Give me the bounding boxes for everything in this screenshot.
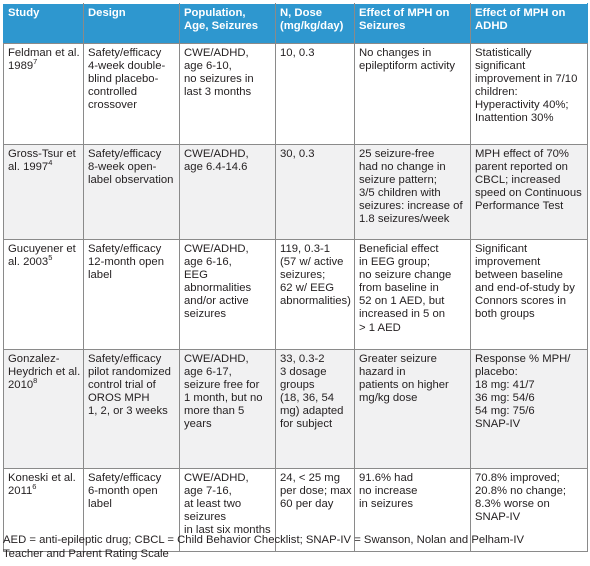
cell-text-line: epileptiform activity [359, 60, 456, 73]
header-row [4, 4, 588, 44]
cell-effect-seizures [355, 350, 471, 469]
cell-text-line: increased in 5 on [359, 308, 446, 321]
study-name-line: Gross-Tsur et [8, 148, 76, 160]
cell-text-line: age 6.4-14.6 [184, 161, 248, 174]
cell-text-line: significant [475, 60, 526, 73]
cell-text-line: OROS MPH [88, 392, 150, 405]
cell-population [180, 145, 276, 240]
study-name-line: al. 2003$^5$ [8, 253, 53, 269]
cell-text-line: 3 dosage [280, 366, 327, 379]
cell-text-line: 33, 0.3-2 [280, 353, 325, 365]
study-name-line: 2010$^8$ [8, 376, 38, 392]
cell-text-line: 8-week open- [88, 161, 157, 174]
cell-text-line: 119, 0.3-1 [280, 243, 331, 255]
cell-text-line: in last six months [184, 524, 271, 537]
cell-text-line: CWE/ADHD, [184, 353, 249, 365]
cell-text-line: from baseline in [359, 282, 439, 295]
cell-text-line: 6-month open [88, 485, 158, 498]
cell-design [84, 240, 180, 350]
cell-text-line: SNAP-IV [475, 418, 521, 431]
cell-effect-adhd [471, 145, 588, 240]
cell-text-line: 12-month open [88, 256, 164, 269]
reference-number: 4 [48, 158, 53, 168]
cell-text-line: years [184, 418, 212, 431]
cell-text-line: MPH effect of 70% [475, 148, 569, 160]
header-effect-seizures: Effect of MPH on Seizures [355, 4, 471, 44]
cell-effect-adhd [471, 240, 588, 350]
cell-study [4, 44, 84, 145]
cell-text-line: 18 mg: 41/7 [475, 379, 535, 392]
cell-text-line: seizures [184, 308, 227, 321]
studies-table [3, 3, 588, 552]
cell-text-line: per dose; max [280, 485, 352, 498]
cell-text-line: 24, < 25 mg [280, 472, 340, 484]
cell-design [84, 145, 180, 240]
cell-text-line: (57 w/ active [280, 256, 344, 269]
table-footnote [3, 533, 587, 561]
study-name-line: Heydrich et al. [8, 366, 81, 379]
cell-text-line: improvement [475, 256, 541, 269]
cell-text-line: 1, 2, or 3 weeks [88, 405, 168, 418]
cell-design [84, 44, 180, 145]
cell-text-line: controlled [88, 86, 137, 99]
cell-text-line: label [88, 498, 112, 511]
header-design: Design [84, 4, 180, 44]
cell-text-line: 91.6% had [359, 472, 414, 484]
cell-text-line: Safety/efficacy [88, 472, 162, 484]
cell-text-line: at least two [184, 498, 242, 511]
cell-text-line: EEG [184, 269, 208, 282]
cell-effect-adhd [471, 350, 588, 469]
cell-population [180, 44, 276, 145]
cell-text-line: label [88, 269, 112, 282]
cell-text-line: both groups [475, 308, 535, 321]
cell-text-line: Safety/efficacy [88, 148, 162, 160]
cell-text-line: 30, 0.3 [280, 148, 315, 160]
reference-number: 7 [33, 57, 38, 67]
cell-study [4, 240, 84, 350]
cell-text-line: 20.8% no change; [475, 485, 567, 498]
cell-text-line: mg) adapted [280, 405, 344, 418]
cell-text-line: placebo: [475, 366, 518, 379]
cell-text-line: 54 mg: 75/6 [475, 405, 535, 418]
cell-text-line: 25 seizure-free [359, 148, 435, 160]
study-name-line: 2011$^6$ [8, 482, 37, 498]
study-name-line: Gucuyener et [8, 243, 76, 255]
cell-text-line: for subject [280, 418, 333, 431]
cell-text-line: age 7-16, [184, 485, 232, 498]
cell-text-line: control trial of [88, 379, 156, 392]
header-dose: N, Dose (mg/kg/day) [276, 4, 355, 44]
cell-text-line: seizure free for [184, 379, 260, 392]
cell-text-line: (18, 36, 54 [280, 392, 335, 405]
cell-text-line: seizures [184, 511, 227, 524]
cell-text-line: 3/5 children with [359, 187, 441, 200]
cell-text-line: blind placebo- [88, 73, 159, 86]
cell-effect-seizures [355, 240, 471, 350]
cell-text-line: seizure pattern; [359, 174, 437, 187]
cell-text-line: no seizure change [359, 269, 452, 282]
cell-text-line: 10, 0.3 [280, 47, 315, 59]
study-name-line: Feldman et al. [8, 47, 80, 59]
cell-text-line: Inattention 30% [475, 112, 554, 125]
cell-text-line: age 6-10, [184, 60, 232, 73]
cell-text-line: between baseline [475, 269, 563, 282]
cell-text-line: Greater seizure [359, 353, 437, 365]
cell-text-line: age 6-16, [184, 256, 232, 269]
cell-text-line: crossover [88, 99, 137, 112]
cell-text-line: label observation [88, 174, 174, 187]
cell-text-line: improvement in 7/10 [475, 73, 578, 86]
cell-text-line: CWE/ADHD, [184, 47, 249, 59]
cell-text-line: Significant [475, 243, 528, 255]
reference-number: 5 [48, 253, 53, 263]
table-row [4, 145, 588, 240]
table-row [4, 240, 588, 350]
cell-text-line: 60 per day [280, 498, 334, 511]
header-study: Study [4, 4, 84, 44]
reference-number: 6 [32, 482, 37, 492]
cell-effect-adhd [471, 44, 588, 145]
cell-text-line: and end-of-study by [475, 282, 575, 295]
cell-text-line: Safety/efficacy [88, 47, 162, 59]
cell-text-line: CWE/ADHD, [184, 148, 249, 160]
cell-text-line: 1 month, but no [184, 392, 263, 405]
cell-text-line: 4-week double- [88, 60, 166, 73]
cell-text-line: Beneficial effect [359, 243, 439, 255]
study-name-line: Koneski et al. [8, 472, 76, 484]
cell-text-line: 62 w/ EEG [280, 282, 334, 295]
cell-text-line: more than 5 [184, 405, 245, 418]
cell-text-line: 70.8% improved; [475, 472, 560, 484]
cell-dose [276, 240, 355, 350]
cell-text-line: pilot randomized [88, 366, 171, 379]
cell-dose [276, 44, 355, 145]
cell-dose [276, 350, 355, 469]
cell-text-line: 8.3% worse on [475, 498, 550, 511]
cell-text-line: no seizures in [184, 73, 254, 86]
cell-text-line: abnormalities) [280, 295, 351, 308]
cell-dose [276, 145, 355, 240]
cell-text-line: Safety/efficacy [88, 353, 162, 365]
cell-text-line: groups [280, 379, 315, 392]
cell-text-line: hazard in [359, 366, 406, 379]
cell-effect-seizures [355, 145, 471, 240]
reference-number: 8 [33, 376, 38, 386]
cell-text-line: children: [475, 86, 518, 99]
table-row [4, 44, 588, 145]
study-name-line: Gonzalez- [8, 353, 60, 365]
cell-text-line: in seizures [359, 498, 413, 511]
cell-text-line: SNAP-IV [475, 511, 521, 524]
cell-text-line: had no change in [359, 161, 446, 174]
cell-study [4, 145, 84, 240]
cell-text-line: age 6-17, [184, 366, 232, 379]
table-row [4, 350, 588, 469]
cell-text-line: 36 mg: 54/6 [475, 392, 535, 405]
cell-text-line: seizures: increase of [359, 200, 463, 213]
cell-text-line: Response % MPH/ [475, 353, 571, 365]
footnote-line: Teacher and Parent Rating Scale [3, 548, 169, 560]
study-name-line: 1989$^7$ [8, 57, 38, 73]
header-population: Population, Age, Seizures [180, 4, 276, 44]
cell-text-line: Performance Test [475, 200, 564, 213]
cell-text-line: Statistically [475, 47, 532, 59]
cell-text-line: patients on higher [359, 379, 449, 392]
cell-text-line: no increase [359, 485, 418, 498]
cell-text-line: seizures; [280, 269, 326, 282]
cell-text-line: last 3 months [184, 86, 252, 99]
cell-text-line: abnormalities [184, 282, 252, 295]
cell-text-line: and/or active [184, 295, 249, 308]
cell-text-line: Hyperactivity 40%; [475, 99, 569, 112]
cell-text-line: in EEG group; [359, 256, 430, 269]
cell-text-line: > 1 AED [359, 321, 401, 334]
cell-effect-seizures [355, 44, 471, 145]
cell-text-line: No changes in [359, 47, 432, 59]
cell-text-line: 1.8 seizures/week [359, 213, 450, 226]
header-effect-adhd: Effect of MPH on ADHD [471, 4, 588, 44]
cell-text-line: CWE/ADHD, [184, 472, 249, 484]
cell-population [180, 350, 276, 469]
study-name-line: al. 1997$^4$ [8, 158, 53, 174]
cell-text-line: speed on Continuous [475, 187, 582, 200]
cell-design [84, 350, 180, 469]
cell-text-line: CBCL; increased [475, 174, 561, 187]
cell-study [4, 350, 84, 469]
cell-population [180, 240, 276, 350]
cell-text-line: parent reported on [475, 161, 568, 174]
footnote-line: AED = anti-epileptic drug; CBCL = Child Behavior Checklist; SNAP-IV = Swanson, Nolan and Pelham-IV [3, 534, 525, 546]
cell-text-line: 52 on 1 AED, but [359, 295, 445, 308]
cell-text-line: Connors scores in [475, 295, 567, 308]
cell-text-line: CWE/ADHD, [184, 243, 249, 255]
cell-text-line: Safety/efficacy [88, 243, 162, 255]
cell-text-line: mg/kg dose [359, 392, 418, 405]
